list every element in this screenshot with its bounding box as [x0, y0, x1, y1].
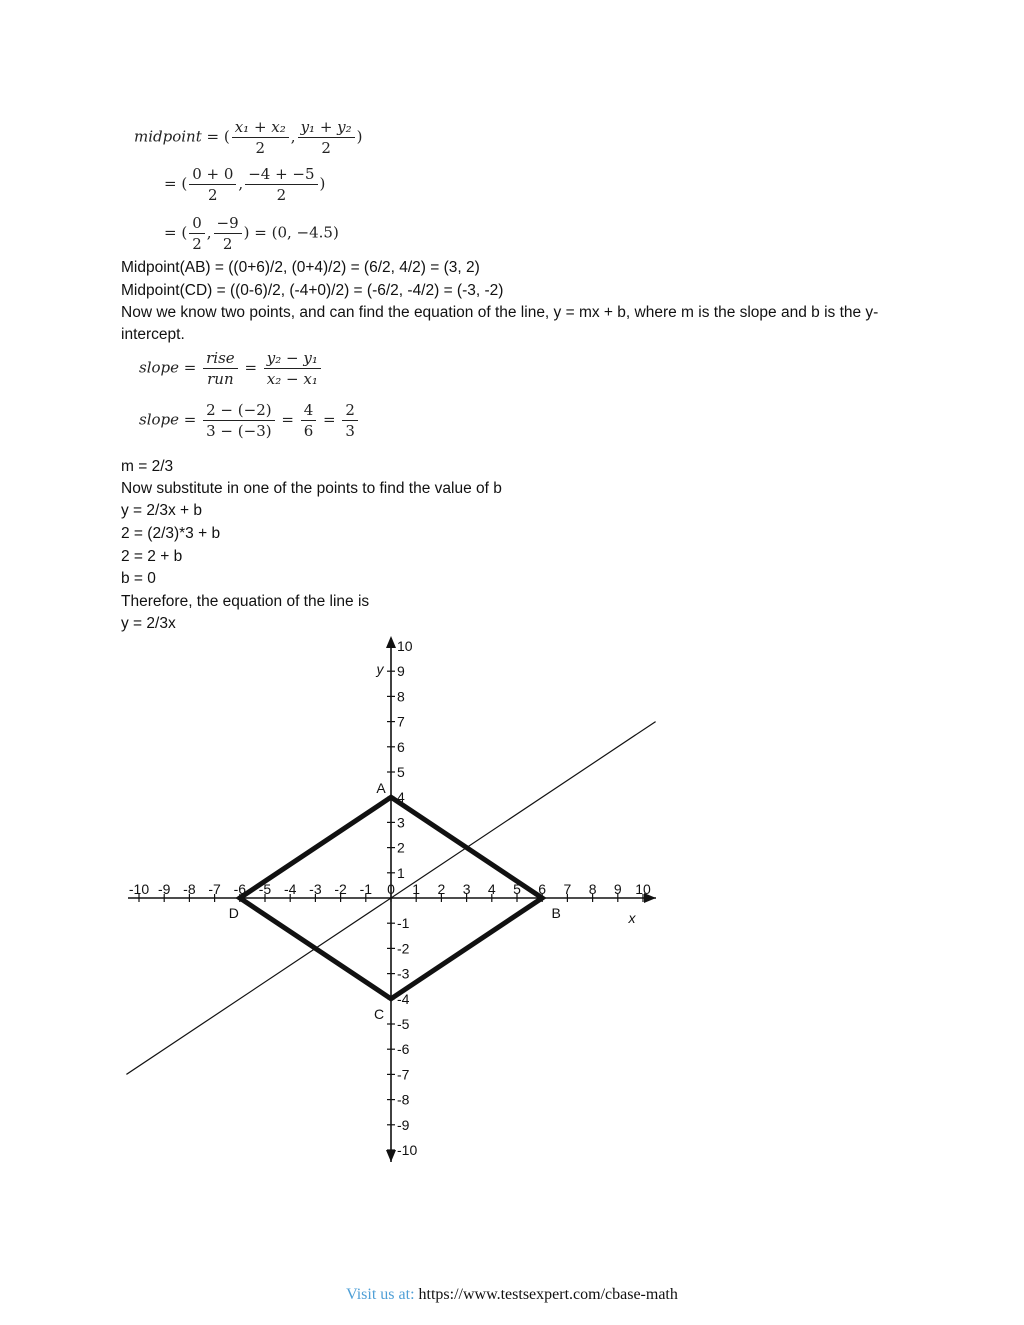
- y-tick-label: -1: [397, 915, 410, 932]
- x-tick-label: -2: [334, 881, 347, 897]
- slope-formula-line-1: slope = $\frac{\text{rise}}{\text{run}}$ = $\frac{\text{y₂ − y₁}}{\text{x₂ − x₁}}$: [139, 348, 323, 389]
- slope-label: slope: [139, 358, 180, 377]
- y-tick-label: -6: [397, 1041, 410, 1058]
- equation-step-4: b = 0: [121, 570, 156, 587]
- x-tick-label: 3: [462, 881, 471, 897]
- x-tick-label: -4: [283, 881, 297, 897]
- fraction: $\frac{\text{x₁ + x₂}}{2}$: [232, 117, 289, 158]
- y-tick-label: 4: [397, 789, 405, 806]
- y-tick-label: -3: [397, 965, 410, 982]
- y-tick-label: -5: [397, 1016, 410, 1032]
- midpoint-cd-text: Midpoint(CD) = ((0-6)/2, (-4+0)/2) = (-6/2, -4/2) = (-3, -2): [121, 282, 504, 299]
- x-tick-label: 9: [613, 881, 622, 897]
- substitute-text: Now substitute in one of the points to find the value of b: [121, 480, 502, 497]
- x-tick-label: -3: [309, 881, 322, 897]
- m-value-text: m = 2/3: [121, 458, 174, 475]
- y-axis-label: y: [376, 661, 384, 677]
- explanation-paragraph: Now we know two points, and can find the equation of the line, y = mx + b, where m is the slope and b is the y-intercept.: [121, 304, 879, 343]
- midpoint-formula-line-1: midpoint = ( $\frac{\text{x₁ + x₂}}{2}$ , $\frac{\text{y₁ + y₂}}{2}$ ): [134, 118, 363, 157]
- y-tick-label: 7: [397, 713, 405, 730]
- x-tick-label: -5: [258, 881, 272, 897]
- fraction: $\frac{\text{y₁ + y₂}}{2}$: [298, 117, 355, 158]
- vertex-label-b: B: [551, 905, 561, 921]
- x-tick-label: 5: [513, 881, 521, 897]
- equation-step-2: 2 = (2/3)*3 + b: [121, 525, 221, 542]
- x-axis-label: x: [628, 910, 636, 926]
- x-tick-label: 2: [437, 881, 446, 897]
- final-equation-text: y = 2/3x: [121, 615, 176, 632]
- y-tick-label: -2: [397, 940, 410, 957]
- y-tick-label: 1: [397, 864, 405, 881]
- equation-step-1: y = 2/3x + b: [121, 502, 202, 519]
- midpoint-formula-line-3: = ( $\frac{0}{2}$ , $\frac{-9}{2}$ ) = (0, −4.5): [164, 214, 339, 253]
- x-tick-label: -6: [233, 881, 247, 897]
- x-tick-label: -7: [208, 881, 221, 897]
- footer-link[interactable]: https://www.testsexpert.com/cbase-math: [418, 1286, 678, 1303]
- vertex-label-c: C: [373, 1005, 385, 1022]
- y-tick-label: 5: [397, 764, 405, 780]
- x-tick-label: -1: [359, 881, 373, 897]
- x-tick-label: -8: [183, 881, 196, 897]
- y-tick-label: 2: [397, 839, 405, 856]
- y-tick-label: 10: [397, 638, 413, 654]
- x-tick-label: 10: [635, 881, 651, 897]
- y-tick-label: 9: [397, 663, 405, 680]
- therefore-text: Therefore, the equation of the line is: [121, 593, 370, 610]
- y-tick-label: -10: [397, 1142, 418, 1158]
- vertex-label-a: A: [376, 780, 386, 797]
- x-tick-label: -10: [128, 881, 150, 897]
- y-tick-label: 8: [397, 688, 405, 705]
- y-tick-label: 6: [397, 738, 405, 755]
- x-tick-label: 8: [588, 881, 597, 897]
- footer-label: Visit us at:: [346, 1286, 415, 1303]
- y-tick-label: 3: [397, 814, 405, 831]
- y-axis-arrow-bottom: [386, 1150, 396, 1162]
- slope-formula-line-2: slope = $\frac{2 - (-2)}{3 - (-3)}$ = $\frac{4}{6}$ = $\frac{2}{3}$: [139, 400, 360, 441]
- x-tick-label: 0: [387, 881, 395, 897]
- equation-step-3: 2 = 2 + b: [121, 548, 183, 565]
- coordinate-graph: [120, 630, 680, 1170]
- y-tick-label: -8: [397, 1091, 410, 1108]
- y-tick-label: -4: [397, 990, 410, 1007]
- x-tick-label: 6: [538, 881, 547, 897]
- y-tick-label: -9: [397, 1116, 410, 1133]
- midpoint-formula-line-2: = ( $\frac{0 + 0}{2}$ , $\frac{-4 + -5}{2}$ ): [164, 165, 326, 204]
- x-tick-label: 1: [412, 881, 421, 897]
- footer: [0, 1286, 1024, 1304]
- x-tick-label: 7: [563, 881, 572, 897]
- x-tick-label: 4: [487, 881, 496, 897]
- x-tick-label: -9: [157, 881, 171, 897]
- y-tick-label: -7: [397, 1066, 410, 1083]
- midpoint-label: midpoint: [134, 127, 202, 146]
- vertex-label-d: D: [228, 905, 239, 921]
- midpoint-ab-text: Midpoint(AB) = ((0+6)/2, (0+4)/2) = (6/2, 4/2) = (3, 2): [121, 259, 480, 276]
